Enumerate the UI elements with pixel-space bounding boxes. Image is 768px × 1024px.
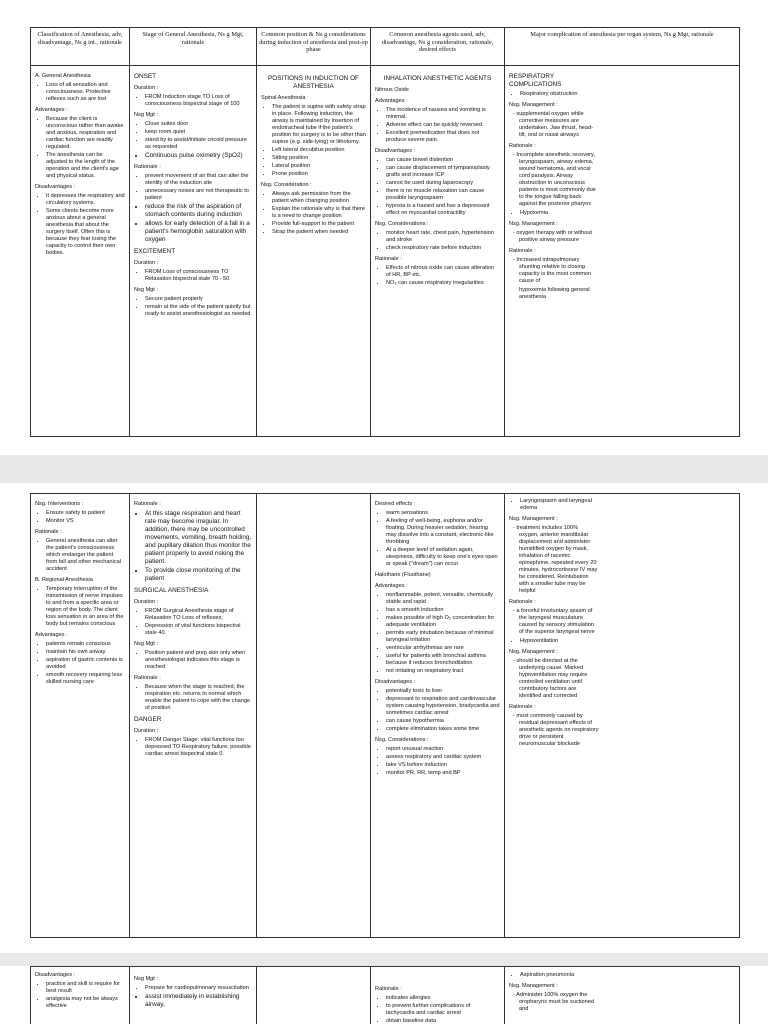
rationale-label: Rationale : (509, 704, 536, 710)
considerations-label: Nsg. Considerations : (375, 737, 429, 743)
advantages-label: Advantages : (35, 107, 68, 113)
list-item: • maintain his own airway (46, 649, 125, 656)
header-row (31, 28, 740, 66)
list-item: • keep room quiet (145, 129, 252, 136)
regional-anesthesia-title: B. Regional Anesthesia (35, 577, 93, 583)
list-item: • ventricular arrhythmias are rare (386, 645, 500, 652)
rationale-label: Rationale : (134, 675, 161, 681)
list-item: • Ensure safety to patient (46, 510, 125, 517)
header-classification: Classification of Anesthesia, adv, disadvantage, Ns g int., rationale (31, 28, 130, 66)
list-item: • At a deeper level of sedation again, sleepiness, difficulty to keep one's eyes open or speak ("dream") can occur (386, 547, 500, 568)
onset-heading: ONSET (134, 73, 157, 80)
list-item: • Adverse effect can be quickly reversed. (386, 122, 500, 129)
list-item: • The patient is supine with safety strap in place. Following induction, the airway is maintained by insertion of endotracheal tube if the patient's position for surgery is to be other than supine (e.g. side-lying) or lithotomy. (272, 104, 366, 146)
list-item: • Prone position (272, 171, 366, 178)
list-item: • Temporary interruption of the transmission of nerve impulses to and from a specific area or region of the body. The client loss sensation in an area of the body but remains conscious (46, 586, 125, 628)
list-item: • Monitor VS (46, 518, 125, 525)
list-item: • The anesthesia can be adjusted to the length of the operation and the client's age and physical status. (46, 152, 125, 180)
list-item: • Continuous pulse oximetry (SpO2) (145, 152, 252, 160)
list-item: • Secure patient properly (145, 296, 252, 303)
list-item: • FROM Danger Stage: vital functions too depressed TO Respiratory failure; possible cardiac arrest bispectral stale 0. (145, 737, 252, 758)
rationale-label: Rationale : (509, 248, 536, 254)
content-row (31, 967, 740, 1024)
list-item: • Position patient and prep skin only when anesthesiologist indicates this stage is reached (145, 650, 252, 671)
list-item: • FROM Induction stage TO Loss of consciousness bispectral stage of 100 (145, 94, 252, 108)
document-page-2 (0, 483, 768, 953)
list-item: • To provide close monitoring of the patient (145, 567, 252, 583)
rationale-label: Rationale : (375, 986, 402, 992)
list-item: - should be directed at the underlying cause. Marked hypoventilation may require controlled ventilation until contributory factors are identified and corrected (519, 658, 599, 700)
list-item: • stand by to assist/initiate cricoid pressure as requested (145, 137, 252, 151)
desired-effects-label: Desired effects : (375, 501, 416, 507)
list-item: • Close suites door (145, 121, 252, 128)
list-item: • cannot be used during laparoscopy (386, 180, 500, 187)
nsg-mgt-label: Nsg Mgt : (134, 287, 158, 293)
list-item: • Respiratory obstruction (520, 91, 590, 98)
list-item: • nonflammable, potent, versatile, chemically stable and rapid (386, 592, 500, 606)
cell-agents (371, 494, 505, 938)
nsg-management-label: Nsg. Management : (509, 102, 558, 108)
list-item: - Increased intrapulmonary shunting relative to closing capacity is the most common cause of (519, 257, 599, 285)
list-item: • assess respiratory and cardiac system (386, 754, 500, 761)
list-item: • prevent movement of air that can alter the sterility of the induction site (145, 173, 252, 187)
list-item: • aspiration of gastric contents is avoided (46, 657, 125, 671)
list-item: • warm sensations (386, 510, 500, 517)
interventions-label: Nsg. Interventions : (35, 501, 84, 507)
list-item: • Excellent premedication that does not produce severe pain. (386, 130, 500, 144)
cell-classification (31, 967, 130, 1024)
content-row (31, 494, 740, 938)
inhalation-agents-title: INHALATION ANESTHETIC AGENTS (383, 75, 492, 82)
list-item: • Lateral position (272, 163, 366, 170)
list-item: • Because when the stage is reached, the respiration etc. returns to normal which enable the patient to cope with the change of position (145, 684, 252, 712)
nsg-management-label: Nsg. Management : (509, 221, 558, 227)
excitement-heading: EXCITEMENT (134, 248, 176, 255)
disadvantages-label: Disadvantages : (35, 972, 76, 978)
disadvantages-label: Disadvantages : (375, 148, 416, 154)
duration-label: Duration : (134, 85, 159, 91)
list-item: • FROM Loss of consciousness TO Relaxation bispectral stale 70 - 50 (145, 269, 252, 283)
nitrous-oxide-label: Nitrous Oxide (375, 87, 409, 93)
list-item: - Administer 100% oxygen the oropharynx must be suctioned and (519, 992, 599, 1013)
rationale-label: Rationale : (509, 599, 536, 605)
list-item: • complete elimination takes some time (386, 726, 500, 733)
considerations-label: Nsg. Considerations : (375, 221, 429, 227)
list-item: - a forceful involuntary spasm of the laryngeal musculature caused by sensory stimulation of the superior laryngeal nerve (519, 608, 599, 636)
cell-stages (130, 66, 257, 437)
cell-stages (130, 967, 257, 1024)
list-item: • Because the client is unconscious rather than awake and anxious, respiration and cardiac function are readily regulated. (46, 116, 125, 151)
list-item: • assist immediately in establishing airway, (145, 993, 252, 1009)
nsg-management-label: Nsg. Management : (509, 983, 558, 989)
list-item: • potentially toxic to liver (386, 688, 500, 695)
cell-agents (371, 66, 505, 437)
anesthesia-table-page-1 (30, 27, 740, 437)
list-item: • At this stage respiration and heart rate may become irregular. In addition, there may be uncontrolled movements, vomiting, breath holding, and pupillary dilation thus monitor the patient properly to avoid risking the patient. (145, 510, 252, 566)
nsg-management-label: Nsg. Management : (509, 649, 558, 655)
cell-classification (31, 66, 130, 437)
surgical-anesthesia-heading: SURGICAL ANESTHESIA (134, 587, 209, 594)
list-item: • Sitting position (272, 155, 366, 162)
rationale-label: Rationale : (134, 164, 161, 170)
anesthesia-table-page-2 (30, 493, 740, 938)
list-item: • depressant to respiration and cardiovascular system causing hypotension, bradycardia and sometimes cardiac arrest (386, 696, 500, 717)
list-item: • makes possible of high O₂ concentration for adequate ventilation (386, 615, 500, 629)
nsg-mgt-label: Nsg Mgt : (134, 976, 158, 982)
list-item: • can cause bowel distention (386, 157, 500, 164)
list-item: • Loss of all sensation and consciousness. Protective reflexes such as are lost (46, 82, 125, 103)
cell-stages (130, 494, 257, 938)
cell-positions (257, 967, 371, 1024)
list-item: • It depresses the respiratory and circulatory systems. (46, 193, 125, 207)
nsg-mgt-label: Nsg Mgt : (134, 641, 158, 647)
spinal-anesthesia-label: Spinal Anesthesia (261, 95, 306, 101)
list-item: • patients remain conscious (46, 641, 125, 648)
list-item: - treatment includes 100% oxygen, anterior mandibular displacement and administer humidified oxygen by mask, inhalation of racemic epinephrine, repeated every 20 minutes, hydrocortisone IV may be considered. Reintubation with a smaller tube may be helpful (519, 525, 599, 595)
rationale-label: Rationale : (509, 143, 536, 149)
list-item: • analgesia may not be always effective (46, 996, 125, 1010)
danger-heading: DANGER (134, 716, 162, 723)
list-item: • Some clients become more anxious about a general anesthesia that about the surgery itself. Often this is because they fear losing the capacity to control their own bodies. (46, 208, 125, 257)
rationale-label: Rationale : (375, 256, 402, 262)
list-item: • permits early intubation because of minimal laryngeal irritation (386, 630, 500, 644)
cell-classification (31, 494, 130, 938)
header-positions: Common position & Ns g considerations during induction of anesthesia and post-op phase (257, 28, 371, 66)
list-item: • Explain the rationale why is that there is a need to change position (272, 206, 366, 220)
list-item: - supplemental oxygen while corrective measures are undertaken. Jaw thrust, head-tilt, oral or nasal airways (519, 111, 599, 139)
respiratory-complications-title: RESPIRATORY COMPLICATIONS (509, 73, 562, 88)
list-item: • Prepare for cardiopulmonary resuscitation (145, 985, 252, 992)
duration-label: Duration : (134, 728, 159, 734)
list-item: • has a smooth induction (386, 607, 500, 614)
rationale-label: Rationale : (35, 529, 62, 535)
list-item: • report unusual reaction (386, 746, 500, 753)
list-item: • remain at the side of the patient quietly but ready to assist anesthesiologist as needed (145, 304, 252, 318)
disadvantages-label: Disadvantages : (35, 184, 76, 190)
list-item: • NO₂ can cause respiratory irregularities (386, 280, 500, 287)
consideration-label: Nsg. Consideration : (261, 182, 312, 188)
list-item: • can cause hypothermia (386, 718, 500, 725)
text-line: hypoxemia following general anesthesia (519, 287, 590, 300)
list-item: • A feeling of well-being, euphoria and/or floating. During heavier sedation, hearing may dissolve into a constant, electronic-like throbbing (386, 518, 500, 546)
list-item: • Provide full-support to the patient (272, 221, 366, 228)
list-item: • check respiratory rate before induction (386, 245, 500, 252)
list-item: • Always ask permission from the patient when changing position (272, 191, 366, 205)
list-item: • Left lateral decubitus position (272, 147, 366, 154)
duration-label: Duration : (134, 599, 159, 605)
advantages-label: Advantages : (35, 632, 68, 638)
cell-agents (371, 967, 505, 1024)
nsg-mgt-label: Nsg Mgt : (134, 112, 158, 118)
list-item: • Hypoxemia (520, 210, 735, 217)
list-item: • Depression of vital functions bispectral stale 40. (145, 623, 252, 637)
list-item: - most commonly caused by residual depressant effects of anesthetic agents on respiratory drive or persistent neuromuscular blockade (519, 713, 599, 748)
list-item: • FROM Surgical Anesthesia stage of Relaxation TO Loss of reflexes; (145, 608, 252, 622)
list-item: • monitor PR, RR, temp and BP (386, 770, 500, 777)
list-item: • take VS before induction (386, 762, 500, 769)
list-item: - oxygen therapy with or without positive airway pressure (519, 230, 599, 244)
cell-complications (505, 967, 740, 1024)
list-item: • there is no muscle relaxation can cause possible laryngospasm (386, 188, 500, 202)
header-stages: Stage of General Anesthesia, Ns g Mgt, rationale (130, 28, 257, 66)
advantages-label: Advantages : (375, 98, 408, 104)
list-item: • to prevent further complications of tachycardia and cardiac arrest (386, 1003, 500, 1017)
list-item: • Effects of nitrous oxide can cause alteration of HR, BP etc. (386, 265, 500, 279)
document-page-3 (0, 966, 768, 1024)
general-anesthesia-title: A. General Anesthesia (35, 73, 91, 79)
disadvantages-label: Disadvantages : (375, 679, 416, 685)
cell-complications (505, 66, 740, 437)
list-item: - Incomplete anesthetic recovery, laryngospasm, airway edema, wound hematoma, and vocal cord paralysis. Airway obstruction in unconscious patients is most commonly due to the tongue falling back against the posterior pharynx (519, 152, 599, 208)
list-item: • useful for patients with bronchial asthma because it reduces bronchodilation (386, 653, 500, 667)
list-item: • The incidence of nausea and vomiting is minimal. (386, 107, 500, 121)
cell-complications (505, 494, 740, 938)
cell-positions (257, 494, 371, 938)
list-item: • Strap the patient when needed (272, 229, 366, 236)
list-item: • indicates allergies (386, 995, 500, 1002)
list-item: • smooth recovery requiring less skilled nursing care (46, 672, 125, 686)
list-item: • obtain baseline data (386, 1018, 500, 1024)
list-item: • allows for early detection of a fall in a patient's hemoglobin saturation with oxygen (145, 220, 252, 244)
header-complications: Major complication of anesthesia per organ system, Ns g Mgt, rationale (505, 28, 740, 66)
list-item: • not irritating on respiratory tract (386, 668, 500, 675)
list-item: • Hypoventilation (520, 638, 735, 645)
list-item: • can cause displacement of tympanoplasty grafts and increase ICP (386, 165, 500, 179)
document-page-1 (0, 0, 768, 455)
list-item: • unnecessary noises are not therapeutic to patient (145, 188, 252, 202)
list-item: • hypoxia is a hazard and has a depressant effect on myocardial contractility (386, 203, 500, 217)
list-item: • General anesthesia can alter the patient's consciousness which endanger the patient from fall and other mechanical accident (46, 538, 125, 573)
content-row (31, 66, 740, 437)
advantages-label: Advantages : (375, 583, 408, 589)
rationale-label: Rationale : (134, 501, 161, 507)
duration-label: Duration : (134, 260, 159, 266)
list-item: • practice and skill is require for best result (46, 981, 125, 995)
list-item: • Laryngospasm and laryngeal edema (520, 498, 610, 512)
list-item: • Aspiration pneumonia (520, 972, 600, 979)
anesthesia-table-page-3 (30, 966, 740, 1024)
nsg-management-label: Nsg. Management : (509, 516, 558, 522)
list-item: • reduce the risk of the aspiration of stomach contents during induction (145, 203, 252, 219)
positions-title: POSITIONS IN INDUCTION OF ANESTHESIA (268, 75, 359, 90)
header-agents: Common anesthesia agents used, adv, disadvantage, Ns g consideration, rationale, desired effects (371, 28, 505, 66)
halothane-label: Halothane (Fluothane) (375, 572, 431, 578)
list-item: • monitor heart rate, chest pain, hypertension and stroke (386, 230, 500, 244)
cell-positions (257, 66, 371, 437)
